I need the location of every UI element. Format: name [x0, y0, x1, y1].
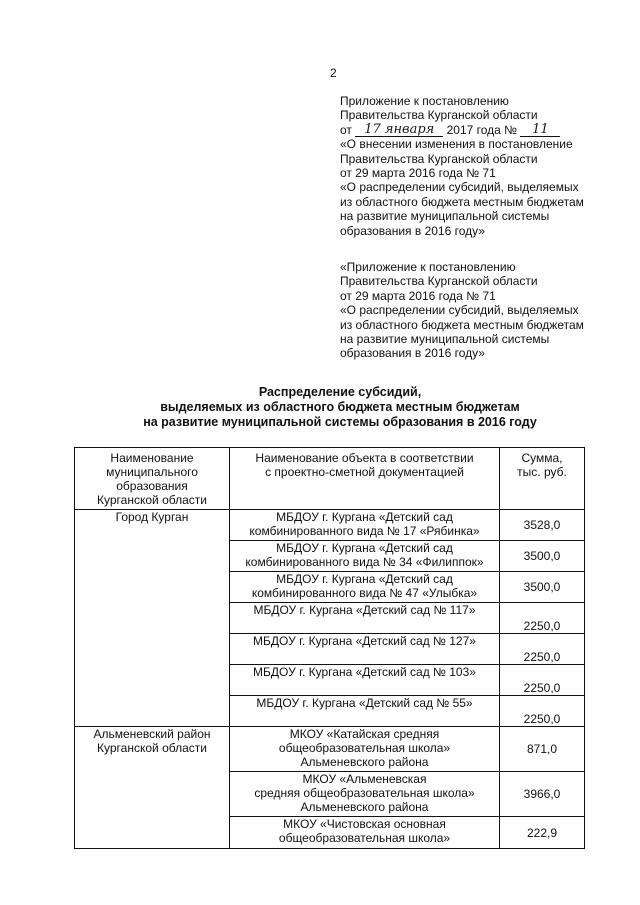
- object-cell: [230, 772, 500, 817]
- sum-cell: 3966,0: [500, 772, 585, 817]
- object-name: Альменевского района: [300, 755, 429, 769]
- appendix-line: из областного бюджета местным бюджетам: [340, 194, 584, 209]
- header-municipality: [75, 448, 230, 510]
- object-name: комбинированного вида № 34 «Филиппок»: [245, 555, 484, 569]
- appendix-line: Правительства Курганской области: [340, 274, 538, 289]
- table-row: [75, 727, 585, 772]
- appendix-line: «О внесении изменения в постановление: [340, 137, 573, 152]
- object-cell: [230, 634, 500, 665]
- appendix-line: «О распределении субсидий, выделяемых: [340, 303, 579, 318]
- sum-cell: 3500,0: [500, 541, 585, 572]
- header-text: тыс. руб.: [517, 465, 567, 479]
- object-cell: [230, 727, 500, 772]
- sum-cell: 3500,0: [500, 572, 585, 603]
- object-name: МКОУ «Альменевская: [302, 772, 427, 786]
- municipality-name: Альменевский район: [93, 727, 211, 741]
- appendix-line: Правительства Курганской области: [340, 108, 538, 123]
- municipality-name: Курганской области: [97, 741, 207, 755]
- object-name: МБДОУ г. Кургана «Детский сад: [276, 541, 453, 555]
- appendix-line: от 29 марта 2016 года № 71: [340, 166, 496, 181]
- header-text: Сумма,: [521, 451, 563, 465]
- object-name: МБДОУ г. Кургана «Детский сад № 127»: [253, 634, 476, 648]
- header-text: образования: [116, 479, 188, 493]
- object-name: общеобразовательная школа»: [278, 831, 451, 845]
- header-sum: [500, 448, 585, 510]
- appendix-line: Приложение к постановлению: [340, 94, 509, 108]
- title-line: выделяемых из областного бюджета местным бюджетам: [160, 400, 520, 414]
- object-cell: [230, 817, 500, 849]
- year-label: 2017 года №: [446, 122, 518, 137]
- object-name: МБДОУ г. Кургана «Детский сад № 55»: [256, 696, 473, 710]
- object-name: МБДОУ г. Кургана «Детский сад: [276, 510, 453, 524]
- sum-cell: 2250,0: [500, 696, 585, 727]
- object-name: МКОУ «Катайская средняя: [289, 727, 440, 741]
- object-name: комбинированного вида № 17 «Рябинка»: [249, 524, 480, 538]
- title-line: на развитие муниципальной системы образования в 2016 году: [143, 415, 537, 429]
- header-text: муниципального: [106, 465, 198, 479]
- sum-cell: 2250,0: [500, 665, 585, 696]
- appendix-line: «Приложение к постановлению: [340, 260, 516, 274]
- object-cell: [230, 665, 500, 696]
- appendix-line: на развитие муниципальной системы: [340, 332, 550, 347]
- handwritten-number: 11: [520, 123, 560, 137]
- appendix-line: Правительства Курганской области: [340, 151, 538, 166]
- object-name: общеобразовательная школа»: [278, 741, 451, 755]
- object-name: комбинированного вида № 47 «Улыбка»: [251, 586, 478, 600]
- object-name: МБДОУ г. Кургана «Детский сад № 103»: [253, 665, 476, 679]
- appendix-date-line: [340, 123, 630, 137]
- table-row: [75, 510, 585, 541]
- title-line: Распределение субсидий,: [258, 385, 422, 399]
- document-title: [90, 385, 590, 430]
- municipality-name: Город Курган: [115, 510, 189, 524]
- appendix-line: образования в 2016 году»: [340, 223, 485, 238]
- handwritten-date: 17 января: [355, 123, 443, 137]
- object-cell: [230, 510, 500, 541]
- header-text: с проектно-сметной документацией: [265, 465, 464, 479]
- appendix-quoted-header: [340, 260, 630, 361]
- object-cell: [230, 572, 500, 603]
- municipality-cell: [75, 727, 230, 849]
- object-cell: [230, 696, 500, 727]
- sum-cell: 2250,0: [500, 603, 585, 634]
- object-name: МКОУ «Чистовская основная: [283, 817, 446, 831]
- appendix-line: из областного бюджета местным бюджетам: [340, 317, 584, 332]
- object-cell: [230, 603, 500, 634]
- header-object: [230, 448, 500, 510]
- object-name: МБДОУ г. Кургана «Детский сад: [276, 572, 453, 586]
- sum-cell: 871,0: [500, 727, 585, 772]
- object-name: МБДОУ г. Кургана «Детский сад № 117»: [253, 603, 476, 617]
- ot-label: от: [340, 122, 352, 137]
- appendix-header: [340, 94, 630, 238]
- object-name: Альменевского района: [300, 800, 429, 814]
- header-text: Наименование объекта в соответствии: [255, 451, 474, 465]
- appendix-line: на развитие муниципальной системы: [340, 209, 550, 224]
- header-text: Наименование: [110, 451, 194, 465]
- sum-cell: 222,9: [500, 817, 585, 849]
- object-name: средняя общеобразовательная школа»: [254, 786, 475, 800]
- object-cell: [230, 541, 500, 572]
- sum-cell: 3528,0: [500, 510, 585, 541]
- municipality-cell: [75, 510, 230, 727]
- sum-cell: 2250,0: [500, 634, 585, 665]
- header-text: Курганской области: [97, 493, 207, 507]
- page-number: 2: [330, 66, 337, 80]
- subsidy-table: [74, 447, 585, 849]
- appendix-line: образования в 2016 году»: [340, 346, 485, 361]
- appendix-line: от 29 марта 2016 года № 71: [340, 288, 496, 303]
- appendix-line: «О распределении субсидий, выделяемых: [340, 180, 579, 195]
- table-header-row: [75, 448, 585, 510]
